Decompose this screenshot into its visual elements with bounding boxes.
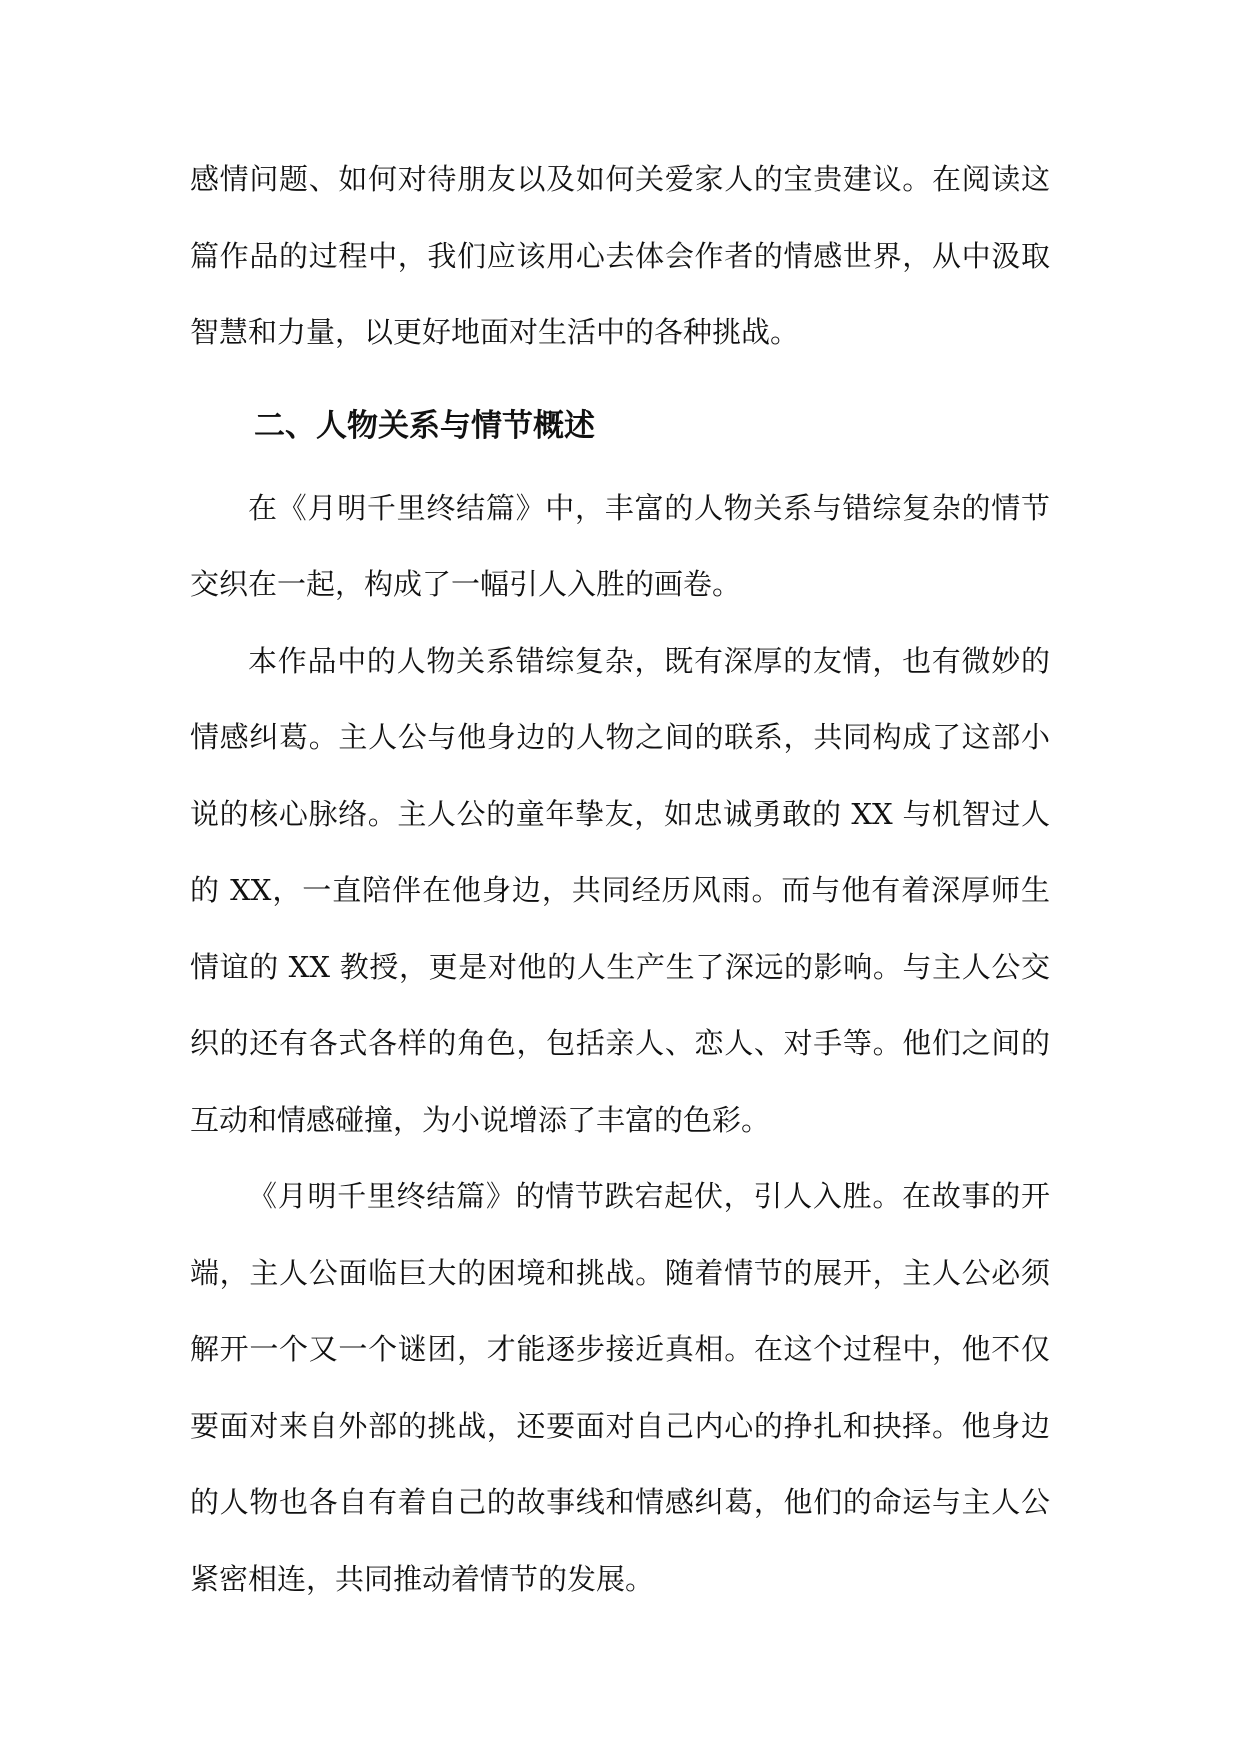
paragraph-plot: 《月明千里终结篇》的情节跌宕起伏，引人入胜。在故事的开端，主人公面临巨大的困境和挑战。随着情节的展开，主人公必须解开一个又一个谜团，才能逐步接近真相。在这个过程中，他不仅要面对来自外部的挑战，还要面对自己内心的挣扎和抉择。他身边的人物也各自有着自己的故事线和情感纠葛，他们的命运与主人公紧密相连，共同推动着情节的发展。 xyxy=(190,1179,1050,1596)
section-heading: 二、人物关系与情节概述 xyxy=(254,407,595,444)
paragraph-intro: 在《月明千里终结篇》中，丰富的人物关系与错综复杂的情节交织在一起，构成了一幅引人入胜的画卷。 xyxy=(190,490,1050,601)
paragraph-continued: 感情问题、如何对待朋友以及如何关爱家人的宝贵建议。在阅读这篇作品的过程中，我们应该用心去体会作者的情感世界，从中汲取智慧和力量，以更好地面对生活中的各种挑战。 xyxy=(190,162,1050,349)
document-body xyxy=(190,141,1050,1617)
paragraph-characters: 本作品中的人物关系错综复杂，既有深厚的友情，也有微妙的情感纠葛。主人公与他身边的人物之间的联系，共同构成了这部小说的核心脉络。主人公的童年挚友，如忠诚勇敢的 XX 与机智过人的 XX，一直陪伴在他身边，共同经历风雨。而与他有着深厚师生情谊的 XX 教授，更是对他的人生产生了深远的影响。与主人公交织的还有各式各样的角色，包括亲人、恋人、对手等。他们之间的互动和情感碰撞，为小说增添了丰富的色彩。 xyxy=(190,643,1050,1137)
